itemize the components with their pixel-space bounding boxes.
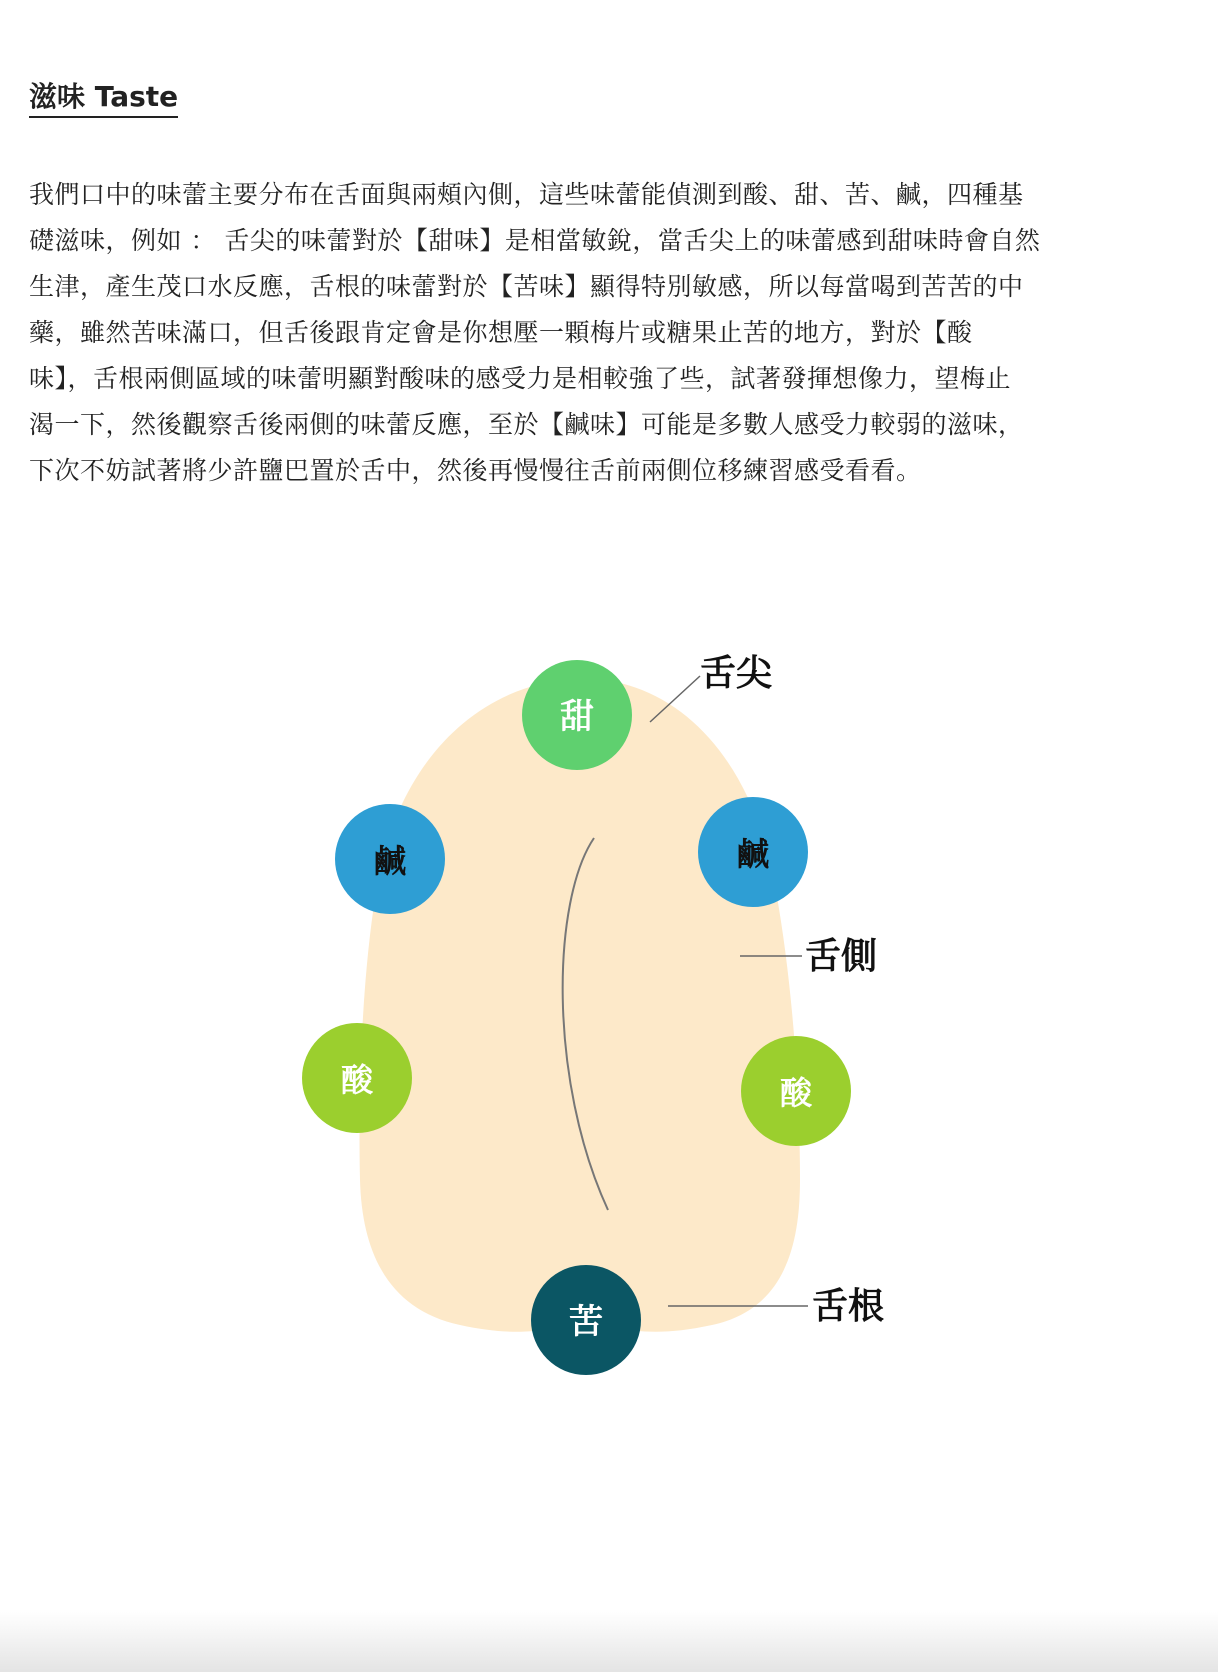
paragraph-line: 藥，雖然苦味滿口，但舌後跟肯定會是你想壓一顆梅片或糖果止苦的地方，對於【酸 bbox=[29, 318, 973, 347]
taste-sweet bbox=[522, 660, 632, 770]
taste-sour-left bbox=[302, 1023, 412, 1133]
taste-salty-right bbox=[698, 797, 808, 907]
paragraph-line: 生津，產生茂口水反應，舌根的味蕾對於【苦味】顯得特別敏感，所以每當喝到苦苦的中 bbox=[29, 272, 1024, 301]
taste-bitter bbox=[531, 1265, 641, 1375]
taste-salty-left bbox=[335, 804, 445, 914]
tongue-shape bbox=[360, 678, 800, 1332]
page-title: 滋味 Taste bbox=[29, 80, 178, 118]
paragraph-line: 渴一下，然後觀察舌後兩側的味蕾反應，至於【鹹味】可能是多數人感受力較弱的滋味， bbox=[29, 410, 1024, 439]
paragraph-line: 味】，舌根兩側區域的味蕾明顯對酸味的感受力是相較強了些，試著發揮想像力，望梅止 bbox=[29, 364, 1012, 393]
paragraph-line: 礎滋味，例如 ： 舌尖的味蕾對於【甜味】是相當敏銳，當舌尖上的味蕾感到甜味時會自然 bbox=[29, 226, 1041, 255]
taste-sour-right-label: 酸 bbox=[779, 1074, 813, 1112]
taste-sweet-label: 甜 bbox=[560, 697, 594, 737]
bottom-fade bbox=[0, 1612, 1218, 1672]
region-label-tip: 舌尖 bbox=[700, 653, 773, 694]
region-label-root: 舌根 bbox=[812, 1286, 885, 1327]
taste-sour-left-label: 酸 bbox=[340, 1061, 374, 1099]
taste-salty-left-label: 鹹 bbox=[373, 842, 407, 880]
taste-sour-right bbox=[741, 1036, 851, 1146]
paragraph-line: 我們口中的味蕾主要分布在舌面與兩頰內側，這些味蕾能偵測到酸、甜、苦、鹹，四種基 bbox=[29, 180, 1024, 209]
taste-salty-right-label: 鹹 bbox=[736, 835, 770, 873]
paragraph-line: 下次不妨試著將少許鹽巴置於舌中，然後再慢慢往舌前兩側位移練習感受看看。 bbox=[29, 456, 922, 485]
region-label-side: 舌側 bbox=[805, 936, 878, 977]
taste-bitter-label: 苦 bbox=[569, 1302, 603, 1342]
